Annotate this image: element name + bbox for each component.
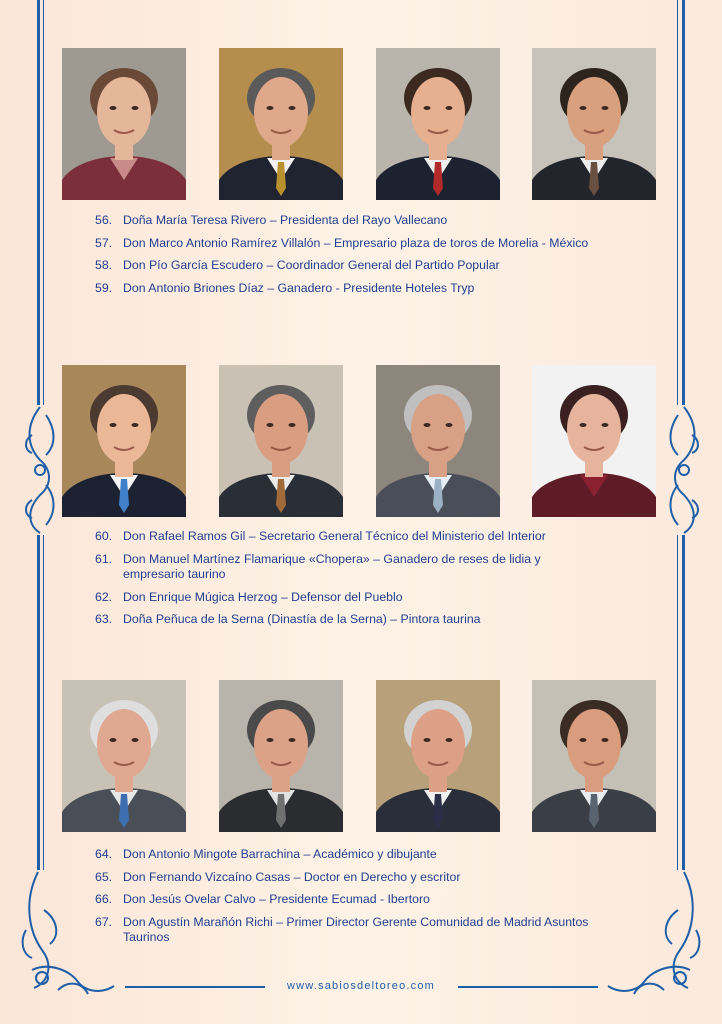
caption-list-3 bbox=[95, 847, 595, 953]
item-number: 57. bbox=[95, 235, 113, 250]
item-number: 63. bbox=[95, 612, 113, 626]
item-number: 60. bbox=[95, 529, 113, 543]
item-number: 61. bbox=[95, 551, 113, 566]
portrait-icon bbox=[219, 680, 343, 832]
portrait-56 bbox=[62, 48, 186, 200]
portrait-icon bbox=[532, 680, 656, 832]
right-scroll-ornament-icon bbox=[662, 405, 702, 535]
portrait-58 bbox=[376, 48, 500, 200]
portrait-57 bbox=[219, 48, 343, 200]
portrait-row-2 bbox=[62, 365, 658, 517]
frame-right-line-inner bbox=[677, 0, 678, 405]
portrait-icon bbox=[532, 48, 656, 200]
frame-left-line-lower-inner bbox=[43, 535, 44, 870]
portrait-61 bbox=[219, 365, 343, 517]
portrait-60 bbox=[62, 365, 186, 517]
list-item bbox=[95, 552, 595, 583]
item-number: 62. bbox=[95, 589, 113, 604]
list-item bbox=[95, 915, 595, 946]
item-text: Don Jesús Ovelar Calvo – Presidente Ecumad - Ibertoro bbox=[123, 892, 430, 906]
item-text: Don Rafael Ramos Gil – Secretario General Técnico del Ministerio del Interior bbox=[123, 529, 546, 543]
item-number: 67. bbox=[95, 914, 113, 929]
portrait-row-3 bbox=[62, 680, 658, 832]
list-item bbox=[95, 258, 595, 274]
item-text: Don Fernando Vizcaíno Casas – Doctor en Derecho y escritor bbox=[123, 869, 461, 884]
portrait-59 bbox=[532, 48, 656, 200]
list-item bbox=[95, 213, 595, 229]
portrait-row-1 bbox=[62, 48, 658, 200]
item-text: Doña María Teresa Rivero – Presidenta del Rayo Vallecano bbox=[123, 213, 448, 227]
list-item bbox=[95, 590, 595, 606]
portrait-icon bbox=[219, 365, 343, 517]
frame-right-line-lower-inner bbox=[677, 535, 678, 870]
item-text: Don Manuel Martínez Flamarique «Chopera» – Ganadero de reses de lidia y empresario taurino bbox=[123, 551, 541, 581]
footer-website-link[interactable]: www.sabiosdeltoreo.com bbox=[286, 980, 436, 992]
portrait-icon bbox=[376, 365, 500, 517]
list-item bbox=[95, 870, 595, 886]
portrait-icon bbox=[219, 48, 343, 200]
item-number: 59. bbox=[95, 280, 113, 295]
item-number: 66. bbox=[95, 892, 113, 906]
portrait-icon bbox=[62, 48, 186, 200]
left-scroll-ornament-icon bbox=[22, 405, 62, 535]
list-item bbox=[95, 236, 595, 252]
item-number: 65. bbox=[95, 869, 113, 884]
portrait-icon bbox=[62, 365, 186, 517]
portrait-icon bbox=[376, 48, 500, 200]
item-text: Don Marco Antonio Ramírez Villalón – Empresario plaza de toros de Morelia - México bbox=[123, 235, 589, 250]
portrait-icon bbox=[532, 365, 656, 517]
portrait-icon bbox=[62, 680, 186, 832]
list-item bbox=[95, 847, 595, 863]
list-item bbox=[95, 529, 595, 545]
portrait-63 bbox=[532, 365, 656, 517]
caption-list-1 bbox=[95, 213, 595, 303]
item-text: Don Antonio Briones Díaz – Ganadero - Presidente Hoteles Tryp bbox=[123, 280, 475, 295]
frame-left-line bbox=[37, 0, 40, 405]
portrait-icon bbox=[376, 680, 500, 832]
caption-list-2 bbox=[95, 529, 595, 635]
portrait-62 bbox=[376, 365, 500, 517]
frame-right-line bbox=[682, 0, 685, 405]
portrait-65 bbox=[219, 680, 343, 832]
item-text: Don Pío García Escudero – Coordinador General del Partido Popular bbox=[123, 258, 500, 272]
list-item bbox=[95, 892, 595, 908]
item-text: Don Enrique Múgica Herzog – Defensor del Pueblo bbox=[123, 589, 403, 604]
portrait-64 bbox=[62, 680, 186, 832]
frame-left-line-lower bbox=[37, 535, 40, 870]
frame-left-line-inner bbox=[43, 0, 44, 405]
item-number: 58. bbox=[95, 258, 113, 272]
item-text: Don Antonio Mingote Barrachina – Académico y dibujante bbox=[123, 847, 437, 861]
portrait-66 bbox=[376, 680, 500, 832]
item-text: Don Agustín Marañón Richi – Primer Director Gerente Comunidad de Madrid Asuntos Taurinos bbox=[123, 914, 589, 944]
frame-right-line-lower bbox=[682, 535, 685, 870]
item-number: 56. bbox=[95, 213, 113, 227]
item-number: 64. bbox=[95, 847, 113, 861]
list-item bbox=[95, 612, 595, 628]
portrait-67 bbox=[532, 680, 656, 832]
item-text: Doña Peñuca de la Serna (Dinastía de la Serna) – Pintora taurina bbox=[123, 612, 481, 626]
list-item bbox=[95, 281, 595, 297]
